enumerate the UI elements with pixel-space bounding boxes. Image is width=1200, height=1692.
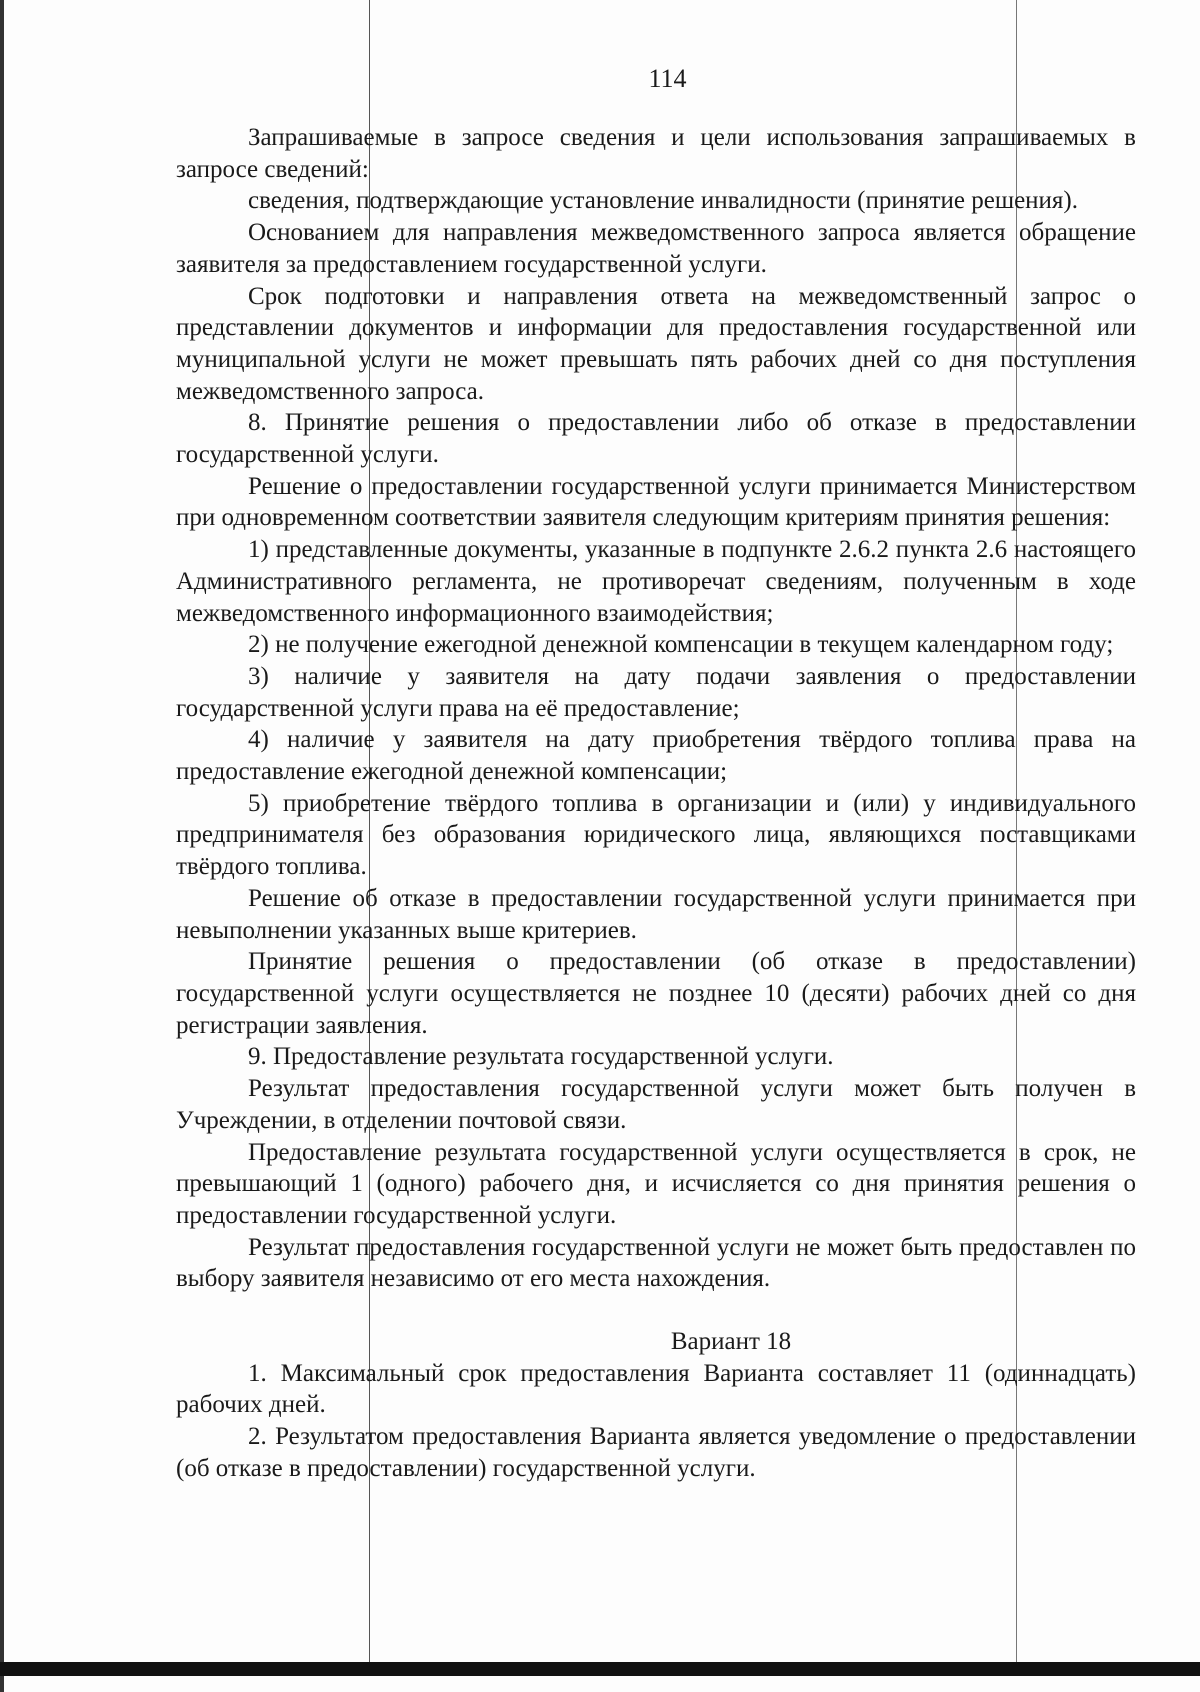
list-item: 2) не получение ежегодной денежной компенсации в текущем календарном году; [248, 631, 1114, 659]
list-item: 5) приобретение твёрдого топлива в организации и (или) у индивидуального предпринимателя без образования юридического лица, являющихся поставщиками твёрдого топлива. [176, 789, 1136, 881]
paragraph: Решение о предоставлении государственной услуги принимается Министерством при одновременном соответствии заявителя следующим критериям принятия решения: [176, 472, 1136, 532]
paragraph: Решение об отказе в предоставлении государственной услуги принимается при невыполнении указанных выше критериев. [176, 884, 1136, 944]
paragraph: Срок подготовки и направления ответа на межведомственный запрос о представлении документов и информации для предоставления государственной или муниципальной услуги не может превышать пять рабочих дней со дня поступления межведомственного запроса. [176, 282, 1136, 405]
page-number: 114 [648, 64, 687, 93]
paragraph: 2. Результатом предоставления Варианта является уведомление о предоставлении (об отказе в предоставлении) государственной услуги. [176, 1423, 1136, 1482]
paragraph: Принятие решения о предоставлении (об отказе в предоставлении) государственной услуги осуществляется не позднее 10 (десяти) рабочих дней со дня регистрации заявления. [176, 948, 1136, 1039]
paragraph: 9. Предоставление результата государственной услуги. [248, 1043, 834, 1071]
paragraph: Запрашиваемые в запросе сведения и цели использования запрашиваемых в запросе сведений: [176, 124, 1136, 183]
paragraph: 8. Принятие решения о предоставлении либо об отказе в предоставлении государственной услуги. [176, 409, 1136, 469]
list-item: 3) наличие у заявителя на дату подачи заявления о предоставлении государственной услуги права на её предоставление; [176, 662, 1136, 722]
list-item: 4) наличие у заявителя на дату приобретения твёрдого топлива права на предоставление ежегодной денежной компенсации; [176, 726, 1136, 786]
paragraph: Результат предоставления государственной услуги не может быть предоставлен по выбору заявителя независимо от его места нахождения. [176, 1233, 1136, 1293]
scan-edge-left [0, 0, 4, 1692]
paragraph: Предоставление результата государственной услуги осуществляется в срок, не превышающий 1 (одного) рабочего дня, и исчисляется со дня принятия решения о предоставлении государственной услуги. [176, 1138, 1136, 1229]
list-item: 1) представленные документы, указанные в подпункте 2.6.2 пункта 2.6 настоящего Административного регламента, не противоречат сведениям, полученным в ходе межведомственного информационного взаимодействия; [176, 536, 1136, 627]
scan-edge-bottom [0, 1662, 1200, 1676]
paragraph: сведения, подтверждающие установление инвалидности (принятие решения). [248, 187, 1079, 215]
paragraph: 1. Максимальный срок предоставления Варианта составляет 11 (одиннадцать) рабочих дней. [176, 1359, 1136, 1419]
paragraph: Основанием для направления межведомственного запроса является обращение заявителя за предоставлением государственной услуги. [176, 219, 1136, 278]
paragraph: Результат предоставления государственной услуги может быть получен в Учреждении, в отделении почтовой связи. [176, 1075, 1136, 1134]
document-body [176, 122, 1136, 1485]
variant-heading: Вариант 18 [670, 1328, 792, 1356]
